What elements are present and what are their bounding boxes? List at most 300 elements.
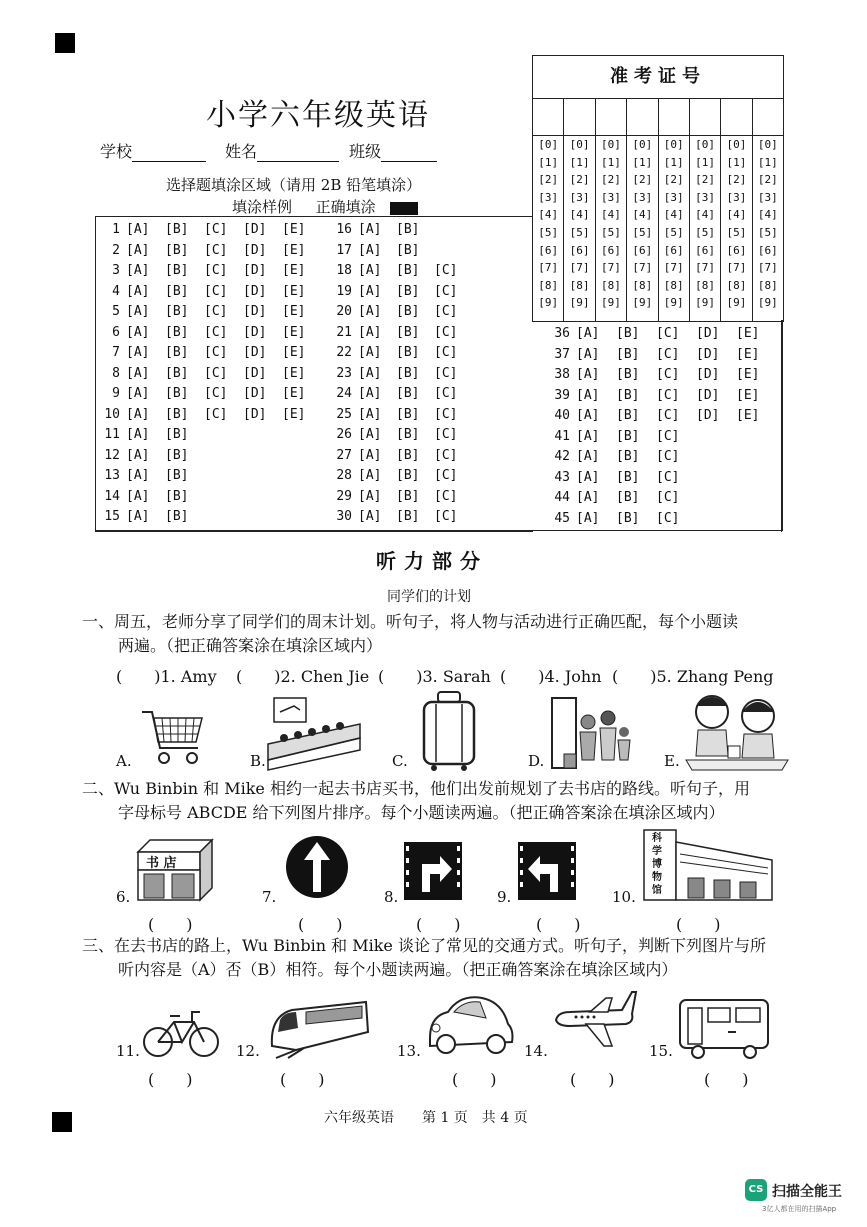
answer-bubble[interactable]: [E] bbox=[736, 367, 760, 382]
answer-bubble[interactable]: [E] bbox=[282, 386, 306, 401]
admission-digit-bubble[interactable]: [6] bbox=[632, 243, 653, 257]
question-number: 36 bbox=[554, 326, 570, 341]
answer-bubble[interactable]: [E] bbox=[282, 406, 306, 422]
admission-digit-bubble[interactable]: [7] bbox=[632, 261, 653, 275]
admission-digit-bubble[interactable]: [3] bbox=[632, 190, 653, 204]
answer-bubble[interactable]: [A] bbox=[126, 509, 150, 524]
admission-digit-bubble[interactable]: [0] bbox=[695, 138, 715, 151]
admission-digit-bubble[interactable]: [9] bbox=[601, 296, 621, 310]
admission-digit-bubble[interactable]: [3] bbox=[757, 190, 778, 204]
admission-digit-bubble[interactable]: [4] bbox=[757, 208, 778, 222]
admission-digit-bubble[interactable]: [5] bbox=[757, 225, 778, 239]
admission-digit-bubble[interactable]: [3] bbox=[538, 190, 559, 204]
answer-bubble[interactable]: [B] bbox=[165, 386, 189, 401]
admission-digit-blank[interactable] bbox=[564, 99, 594, 136]
admission-digit-bubble[interactable]: [5] bbox=[601, 225, 621, 239]
question-2-instruction: 二、Wu Binbin 和 Mike 相约一起去书店买书，他们出发前规划了去书店的路线。听句子，用 字母标号 ABCDE 给下列图片排序。每个小题读两遍。（把正确答案涂在填涂区域内） bbox=[82, 779, 750, 822]
answer-bubble[interactable]: [A] bbox=[126, 283, 150, 299]
answer-bubble[interactable]: [E] bbox=[282, 263, 306, 278]
answer-bubble[interactable]: [E] bbox=[736, 346, 760, 362]
answer-bubble[interactable]: [C] bbox=[204, 242, 228, 258]
answer-row bbox=[96, 489, 204, 504]
q2-answer-8[interactable]: ( ) bbox=[416, 915, 461, 934]
answer-bubble[interactable]: [A] bbox=[358, 242, 382, 258]
admission-digit-blank[interactable] bbox=[753, 99, 783, 136]
admission-digit-bubble[interactable]: [1] bbox=[601, 155, 621, 169]
answer-bubble[interactable]: [D] bbox=[243, 365, 267, 381]
answer-bubble[interactable]: [B] bbox=[165, 468, 189, 483]
admission-digit-bubble[interactable]: [2] bbox=[757, 173, 778, 187]
admission-digit-bubble[interactable]: [9] bbox=[663, 296, 684, 310]
answer-row bbox=[328, 304, 472, 319]
answer-bubble[interactable]: [C] bbox=[434, 324, 458, 340]
answer-bubble[interactable]: [A] bbox=[358, 324, 382, 340]
admission-digit-bubble[interactable]: [9] bbox=[632, 296, 653, 310]
answer-row bbox=[328, 366, 472, 381]
admission-digit-bubble[interactable]: [7] bbox=[663, 261, 684, 275]
admission-digit-bubble[interactable]: [3] bbox=[695, 190, 715, 204]
answer-bubble[interactable]: [C] bbox=[204, 406, 228, 422]
answer-bubble[interactable]: [A] bbox=[576, 387, 600, 403]
answer-bubble[interactable]: [A] bbox=[576, 449, 600, 464]
answer-bubble[interactable]: [A] bbox=[126, 447, 150, 463]
answer-bubble[interactable]: [A] bbox=[576, 469, 600, 485]
answer-bubble[interactable]: [C] bbox=[434, 488, 458, 504]
answer-bubble[interactable]: [B] bbox=[165, 509, 189, 524]
turn-left-sign-icon bbox=[518, 842, 576, 900]
admission-digit-bubble[interactable]: [3] bbox=[569, 190, 590, 204]
admission-digit-bubble[interactable]: [7] bbox=[538, 261, 559, 275]
admission-digit-bubble[interactable]: [1] bbox=[726, 155, 747, 169]
answer-bubble[interactable]: [A] bbox=[358, 283, 382, 299]
answer-bubble[interactable]: [C] bbox=[434, 283, 458, 299]
answer-bubble[interactable]: [A] bbox=[126, 345, 150, 360]
answer-bubble[interactable]: [B] bbox=[616, 428, 640, 444]
answer-bubble[interactable]: [B] bbox=[396, 447, 420, 463]
question-number: 3 bbox=[112, 263, 120, 278]
answer-bubble[interactable]: [B] bbox=[616, 490, 640, 505]
answer-bubble[interactable]: [A] bbox=[126, 468, 150, 483]
answer-bubble[interactable]: [D] bbox=[696, 326, 720, 341]
answer-bubble[interactable]: [B] bbox=[616, 469, 640, 485]
q1-item-3: ( )3. Sarah bbox=[378, 667, 491, 686]
admission-digit-bubble[interactable]: [1] bbox=[757, 155, 778, 169]
answer-bubble[interactable]: [C] bbox=[656, 428, 680, 444]
go-straight-sign-icon bbox=[284, 834, 350, 900]
answer-bubble[interactable]: [B] bbox=[396, 324, 420, 340]
answer-bubble[interactable]: [D] bbox=[243, 345, 267, 360]
question-number: 6 bbox=[112, 324, 120, 340]
answer-bubble[interactable]: [C] bbox=[656, 346, 680, 362]
answer-bubble[interactable]: [A] bbox=[126, 406, 150, 422]
admission-digit-bubble[interactable]: [6] bbox=[601, 243, 621, 257]
answer-bubble[interactable]: [B] bbox=[165, 324, 189, 340]
admission-digit-blank[interactable] bbox=[721, 99, 751, 136]
school-blank bbox=[132, 145, 206, 162]
bicycle-icon bbox=[142, 1004, 222, 1060]
answer-row bbox=[546, 470, 696, 485]
answer-bubble[interactable]: [B] bbox=[165, 406, 189, 422]
answer-bubble[interactable]: [A] bbox=[126, 304, 150, 319]
admission-digit-bubble[interactable]: [8] bbox=[663, 278, 684, 292]
admission-digit-bubble[interactable]: [6] bbox=[757, 243, 778, 257]
answer-bubble[interactable]: [A] bbox=[126, 365, 150, 381]
answer-bubble[interactable]: [A] bbox=[126, 324, 150, 340]
answer-bubble[interactable]: [B] bbox=[396, 386, 420, 401]
answer-bubble[interactable]: [B] bbox=[396, 283, 420, 299]
answer-bubble[interactable]: [B] bbox=[616, 367, 640, 382]
answer-bubble[interactable]: [B] bbox=[396, 365, 420, 381]
admission-digit-bubble[interactable]: [1] bbox=[663, 155, 684, 169]
admission-digit-bubble[interactable]: [6] bbox=[695, 243, 715, 257]
admission-column bbox=[659, 99, 690, 322]
answer-bubble[interactable]: [D] bbox=[243, 283, 267, 299]
admission-digit-bubble[interactable]: [8] bbox=[695, 278, 715, 292]
question-number: 15 bbox=[104, 509, 120, 524]
answer-bubble[interactable]: [C] bbox=[434, 468, 458, 483]
answer-bubble[interactable]: [C] bbox=[434, 386, 458, 401]
question-number: 25 bbox=[336, 406, 352, 422]
admission-digit-bubble[interactable]: [1] bbox=[569, 155, 590, 169]
admission-digit-bubble[interactable]: [3] bbox=[726, 190, 747, 204]
answer-row bbox=[96, 509, 204, 524]
answer-bubble[interactable]: [B] bbox=[616, 449, 640, 464]
admission-digit-bubble[interactable]: [3] bbox=[601, 190, 621, 204]
answer-bubble[interactable]: [B] bbox=[165, 304, 189, 319]
answer-bubble[interactable]: [E] bbox=[282, 304, 306, 319]
answer-bubble[interactable]: [B] bbox=[616, 510, 640, 526]
answer-bubble[interactable]: [C] bbox=[434, 365, 458, 381]
answer-bubble[interactable]: [C] bbox=[434, 447, 458, 463]
admission-digit-bubble[interactable]: [9] bbox=[538, 296, 559, 310]
admission-digit-blank[interactable] bbox=[596, 99, 626, 136]
admission-digit-bubble[interactable]: [0] bbox=[757, 138, 778, 151]
answer-row bbox=[96, 468, 204, 483]
admission-column bbox=[627, 99, 658, 322]
admission-digit-bubble[interactable]: [7] bbox=[726, 261, 747, 275]
q3-answer-11[interactable]: ( ) bbox=[148, 1070, 193, 1089]
answer-bubble[interactable]: [B] bbox=[396, 509, 420, 524]
answer-bubble[interactable]: [C] bbox=[204, 222, 228, 237]
answer-bubble[interactable]: [E] bbox=[282, 283, 306, 299]
answer-bubble[interactable]: [D] bbox=[243, 386, 267, 401]
answer-bubble[interactable]: [A] bbox=[358, 386, 382, 401]
admission-digit-bubble[interactable]: [5] bbox=[632, 225, 653, 239]
answer-bubble[interactable]: [A] bbox=[126, 263, 150, 278]
q2-answer-9[interactable]: ( ) bbox=[536, 915, 581, 934]
admission-digit-bubble[interactable]: [5] bbox=[663, 225, 684, 239]
answer-row bbox=[328, 222, 434, 237]
admission-digit-bubble[interactable]: [6] bbox=[726, 243, 747, 257]
answer-bubble[interactable]: [C] bbox=[434, 345, 458, 360]
answer-bubble[interactable]: [A] bbox=[576, 367, 600, 382]
admission-digit-bubble[interactable]: [9] bbox=[726, 296, 747, 310]
fill-area-instruction: 选择题填涂区域（请用 2B 铅笔填涂） bbox=[166, 176, 422, 194]
answer-row bbox=[96, 386, 321, 401]
answer-bubble[interactable]: [B] bbox=[616, 346, 640, 362]
fill-sample: 填涂样例 正确填涂 bbox=[232, 196, 418, 217]
admission-digit-bubble[interactable]: [6] bbox=[569, 243, 590, 257]
answer-bubble[interactable]: [B] bbox=[396, 222, 420, 237]
answer-bubble[interactable]: [B] bbox=[165, 488, 189, 504]
admission-digit-bubble[interactable]: [5] bbox=[538, 225, 559, 239]
answer-bubble[interactable]: [C] bbox=[204, 324, 228, 340]
q2-answer-7[interactable]: ( ) bbox=[298, 915, 343, 934]
camscanner-tagline: 3亿人都在用的扫描App bbox=[762, 1205, 837, 1213]
admission-digit-bubble[interactable]: [4] bbox=[601, 208, 621, 222]
answer-bubble[interactable]: [C] bbox=[656, 387, 680, 403]
admission-digit-bubble[interactable]: [7] bbox=[695, 261, 715, 275]
admission-digit-bubble[interactable]: [0] bbox=[569, 138, 590, 151]
answer-bubble[interactable]: [C] bbox=[656, 469, 680, 485]
q3-answer-13[interactable]: ( ) bbox=[452, 1070, 497, 1089]
admission-digit-bubble[interactable]: [0] bbox=[663, 138, 684, 151]
q2-answer-6[interactable]: ( ) bbox=[148, 915, 193, 934]
admission-digit-bubble[interactable]: [6] bbox=[538, 243, 559, 257]
q3-answer-12[interactable]: ( ) bbox=[280, 1070, 325, 1089]
answer-bubble[interactable]: [B] bbox=[616, 387, 640, 403]
answer-row bbox=[328, 345, 472, 360]
answer-bubble[interactable]: [C] bbox=[204, 283, 228, 299]
admission-digit-bubble[interactable]: [7] bbox=[569, 261, 590, 275]
answer-bubble[interactable]: [B] bbox=[165, 222, 189, 237]
answer-row bbox=[96, 222, 321, 237]
answer-bubble[interactable]: [C] bbox=[434, 427, 458, 442]
question-number: 8 bbox=[112, 365, 120, 381]
answer-bubble[interactable]: [B] bbox=[165, 365, 189, 381]
answer-bubble[interactable]: [C] bbox=[204, 365, 228, 381]
answer-bubble[interactable]: [A] bbox=[576, 346, 600, 362]
admission-digit-bubble[interactable]: [2] bbox=[663, 173, 684, 187]
answer-bubble[interactable]: [B] bbox=[616, 326, 640, 341]
question-number: 12 bbox=[104, 447, 120, 463]
answer-bubble[interactable]: [C] bbox=[656, 408, 680, 423]
question-number: 40 bbox=[554, 408, 570, 423]
admission-digit-bubble[interactable]: [4] bbox=[695, 208, 715, 222]
answer-row bbox=[328, 468, 472, 483]
admission-digit-blank[interactable] bbox=[690, 99, 720, 136]
admission-digit-bubble[interactable]: [4] bbox=[663, 208, 684, 222]
answer-bubble[interactable]: [A] bbox=[358, 427, 382, 442]
shopping-cart-icon bbox=[138, 704, 208, 770]
admission-digit-bubble[interactable]: [2] bbox=[538, 173, 559, 187]
answer-bubble[interactable]: [C] bbox=[434, 509, 458, 524]
admission-digit-bubble[interactable]: [5] bbox=[726, 225, 747, 239]
answer-bubble[interactable]: [E] bbox=[282, 324, 306, 340]
answer-bubble[interactable]: [C] bbox=[204, 386, 228, 401]
answer-bubble[interactable]: [B] bbox=[165, 345, 189, 360]
answer-bubble[interactable]: [A] bbox=[576, 428, 600, 444]
answer-bubble[interactable]: [B] bbox=[396, 488, 420, 504]
answer-bubble[interactable]: [B] bbox=[165, 447, 189, 463]
museum-sign: 科学博物馆 bbox=[652, 833, 662, 896]
answer-bubble[interactable]: [A] bbox=[126, 386, 150, 401]
admission-digit-bubble[interactable]: [1] bbox=[695, 155, 715, 169]
admission-digit-blank[interactable] bbox=[659, 99, 689, 136]
admission-digit-bubble[interactable]: [6] bbox=[663, 243, 684, 257]
admission-digit-bubble[interactable]: [3] bbox=[663, 190, 684, 204]
answer-bubble[interactable]: [C] bbox=[434, 304, 458, 319]
q3-number-15: 15. bbox=[649, 1042, 673, 1060]
answer-bubble[interactable]: [D] bbox=[696, 408, 720, 423]
admission-digit-bubble[interactable]: [7] bbox=[601, 261, 621, 275]
answer-bubble[interactable]: [B] bbox=[396, 304, 420, 319]
answer-bubble[interactable]: [C] bbox=[434, 406, 458, 422]
answer-bubble[interactable]: [D] bbox=[243, 324, 267, 340]
answer-bubble[interactable]: [C] bbox=[656, 326, 680, 341]
answer-bubble[interactable]: [B] bbox=[165, 283, 189, 299]
answer-bubble[interactable]: [A] bbox=[126, 242, 150, 258]
admission-digit-bubble[interactable]: [9] bbox=[757, 296, 778, 310]
admission-digit-bubble[interactable]: [8] bbox=[601, 278, 621, 292]
answer-bubble[interactable]: [A] bbox=[126, 488, 150, 504]
answer-bubble[interactable]: [C] bbox=[434, 263, 458, 278]
answer-bubble[interactable]: [B] bbox=[396, 468, 420, 483]
q3-answer-15[interactable]: ( ) bbox=[704, 1070, 749, 1089]
answer-bubble[interactable]: [D] bbox=[696, 367, 720, 382]
answer-bubble[interactable]: [A] bbox=[576, 490, 600, 505]
answer-bubble[interactable]: [C] bbox=[656, 510, 680, 526]
answer-bubble[interactable]: [A] bbox=[576, 510, 600, 526]
admission-digit-bubble[interactable]: [2] bbox=[726, 173, 747, 187]
q2-number-8: 8. bbox=[384, 888, 399, 906]
answer-bubble[interactable]: [B] bbox=[396, 242, 420, 258]
answer-row bbox=[328, 243, 434, 258]
answer-bubble[interactable]: [E] bbox=[736, 408, 760, 423]
answer-bubble[interactable]: [A] bbox=[576, 408, 600, 423]
q3-number-11: 11. bbox=[116, 1042, 140, 1060]
section-title: 听力部分 bbox=[376, 549, 488, 573]
admission-digit-bubble[interactable]: [8] bbox=[757, 278, 778, 292]
answer-bubble[interactable]: [B] bbox=[396, 263, 420, 278]
answer-bubble[interactable]: [D] bbox=[243, 406, 267, 422]
cinema-icon bbox=[264, 694, 364, 772]
admission-digit-bubble[interactable]: [2] bbox=[569, 173, 590, 187]
admission-digit-bubble[interactable]: [4] bbox=[569, 208, 590, 222]
admission-digit-bubble[interactable]: [0] bbox=[726, 138, 747, 151]
admission-digit-bubble[interactable]: [0] bbox=[538, 138, 559, 151]
admission-digit-bubble[interactable]: [4] bbox=[726, 208, 747, 222]
answer-bubble[interactable]: [A] bbox=[358, 345, 382, 360]
question-number: 41 bbox=[554, 428, 570, 444]
answer-bubble[interactable]: [E] bbox=[282, 365, 306, 381]
admission-digit-bubble[interactable]: [5] bbox=[569, 225, 590, 239]
admission-digit-bubble[interactable]: [8] bbox=[632, 278, 653, 292]
answer-bubble[interactable]: [E] bbox=[282, 222, 306, 237]
answer-bubble[interactable]: [B] bbox=[165, 263, 189, 278]
admission-digit-bubble[interactable]: [9] bbox=[695, 296, 715, 310]
answer-bubble[interactable]: [A] bbox=[358, 406, 382, 422]
answer-bubble[interactable]: [E] bbox=[736, 387, 760, 403]
admission-digit-bubble[interactable]: [8] bbox=[569, 278, 590, 292]
admission-digit-bubble[interactable]: [9] bbox=[569, 296, 590, 310]
answer-bubble[interactable]: [A] bbox=[358, 509, 382, 524]
admission-digit-bubble[interactable]: [7] bbox=[757, 261, 778, 275]
answer-bubble[interactable]: [D] bbox=[243, 222, 267, 237]
answer-bubble[interactable]: [B] bbox=[396, 406, 420, 422]
question-number: 24 bbox=[336, 386, 352, 401]
camscanner-name: 扫描全能王 bbox=[772, 1184, 842, 1200]
filled-sample-box bbox=[390, 202, 418, 215]
admission-digit-bubble[interactable]: [8] bbox=[538, 278, 559, 292]
admission-digit-bubble[interactable]: [4] bbox=[538, 208, 559, 222]
answer-bubble[interactable]: [C] bbox=[656, 367, 680, 382]
answer-bubble[interactable]: [B] bbox=[396, 345, 420, 360]
answer-bubble[interactable]: [C] bbox=[656, 490, 680, 505]
q1-letter-b: B. bbox=[250, 752, 266, 770]
answer-bubble[interactable]: [A] bbox=[576, 326, 600, 341]
answer-bubble[interactable]: [E] bbox=[282, 242, 306, 258]
answer-bubble[interactable]: [C] bbox=[656, 449, 680, 464]
admission-digit-bubble[interactable]: [1] bbox=[632, 155, 653, 169]
admission-digit-bubble[interactable]: [5] bbox=[695, 225, 715, 239]
answer-bubble[interactable]: [E] bbox=[282, 345, 306, 360]
question-number: 30 bbox=[336, 509, 352, 524]
q3-number-14: 14. bbox=[524, 1042, 548, 1060]
answer-bubble[interactable]: [D] bbox=[243, 304, 267, 319]
answer-bubble[interactable]: [A] bbox=[358, 263, 382, 278]
q3-number-13: 13. bbox=[397, 1042, 421, 1060]
answer-row bbox=[328, 407, 472, 422]
suitcase-icon bbox=[418, 690, 480, 772]
admission-digit-bubble[interactable]: [0] bbox=[601, 138, 621, 151]
answer-bubble[interactable]: [A] bbox=[358, 365, 382, 381]
q2-answer-10[interactable]: ( ) bbox=[676, 915, 721, 934]
admission-digit-bubble[interactable]: [2] bbox=[632, 173, 653, 187]
question-number: 9 bbox=[112, 386, 120, 401]
answer-bubble[interactable]: [D] bbox=[696, 387, 720, 403]
admission-digit-bubble[interactable]: [8] bbox=[726, 278, 747, 292]
answer-bubble[interactable]: [D] bbox=[696, 346, 720, 362]
admission-digit-bubble[interactable]: [2] bbox=[601, 173, 621, 187]
answer-bubble[interactable]: [B] bbox=[165, 427, 189, 442]
class-field: 班级 bbox=[349, 139, 437, 162]
answer-bubble[interactable]: [C] bbox=[204, 263, 228, 278]
admission-digit-bubble[interactable]: [4] bbox=[632, 208, 653, 222]
q3-answer-14[interactable]: ( ) bbox=[570, 1070, 615, 1089]
answer-bubble[interactable]: [C] bbox=[204, 304, 228, 319]
answer-bubble[interactable]: [A] bbox=[358, 304, 382, 319]
admission-column bbox=[721, 99, 752, 322]
answer-bubble[interactable]: [A] bbox=[358, 488, 382, 504]
answer-bubble[interactable]: [A] bbox=[358, 447, 382, 463]
q2-number-7: 7. bbox=[262, 888, 277, 906]
page-footer: 六年级英语 第 1 页 共 4 页 bbox=[324, 1110, 528, 1126]
q1-item-1: ( )1. Amy bbox=[116, 667, 217, 686]
admission-digit-blank[interactable] bbox=[533, 99, 563, 136]
answer-row bbox=[546, 429, 696, 444]
admission-digit-bubble[interactable]: [0] bbox=[632, 138, 653, 151]
admission-digit-bubble[interactable]: [1] bbox=[538, 155, 559, 169]
answer-bubble[interactable]: [B] bbox=[165, 242, 189, 258]
bus-icon bbox=[676, 996, 772, 1060]
answer-bubble[interactable]: [A] bbox=[358, 222, 382, 237]
answer-bubble[interactable]: [A] bbox=[358, 468, 382, 483]
train-icon bbox=[266, 998, 372, 1060]
answer-bubble[interactable]: [D] bbox=[243, 263, 267, 278]
admission-digit-bubble[interactable]: [2] bbox=[695, 173, 715, 187]
answer-bubble[interactable]: [D] bbox=[243, 242, 267, 258]
question-number: 16 bbox=[336, 222, 352, 237]
admission-column bbox=[533, 99, 564, 322]
answer-bubble[interactable]: [B] bbox=[616, 408, 640, 423]
answer-bubble[interactable]: [E] bbox=[736, 326, 760, 341]
answer-bubble[interactable]: [B] bbox=[396, 427, 420, 442]
answer-bubble[interactable]: [A] bbox=[126, 222, 150, 237]
admission-digit-blank[interactable] bbox=[627, 99, 657, 136]
answer-bubble[interactable]: [C] bbox=[204, 345, 228, 360]
answer-bubble[interactable]: [A] bbox=[126, 427, 150, 442]
